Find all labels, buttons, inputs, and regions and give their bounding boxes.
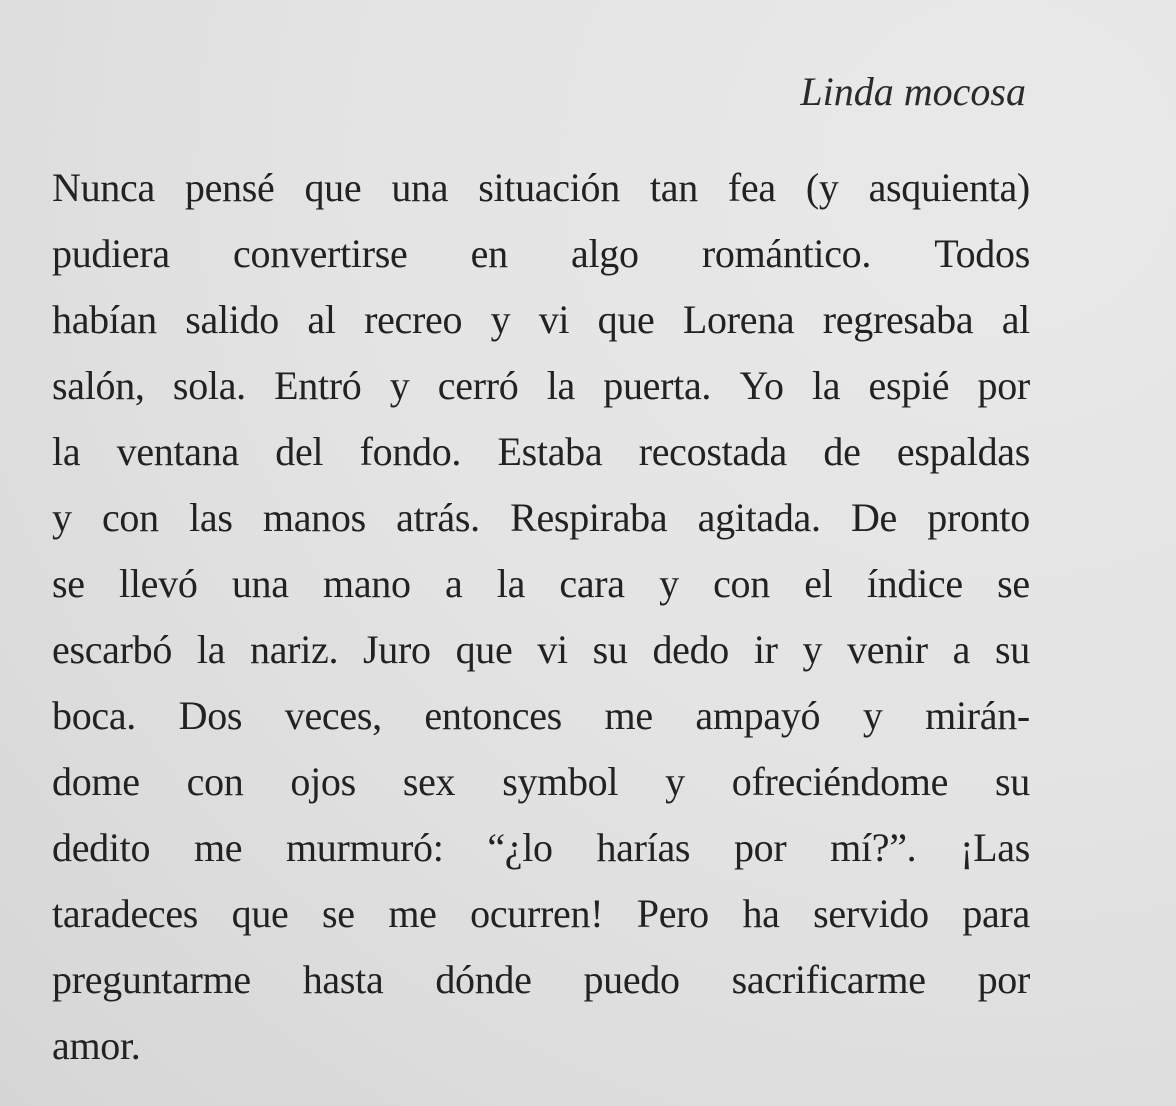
text-line: Nunca pensé que una situación tan fea (y asquienta)	[52, 165, 1030, 210]
text-line: la ventana del fondo. Estaba recostada de espaldas	[52, 429, 1030, 474]
body-paragraph	[52, 155, 1030, 1079]
text-line: pudiera convertirse en algo romántico. Todos	[52, 231, 1030, 276]
text-line: escarbó la nariz. Juro que vi su dedo ir y venir a su	[52, 627, 1030, 672]
text-line: y con las manos atrás. Respiraba agitada. De pronto	[52, 495, 1030, 540]
text-line: salón, sola. Entró y cerró la puerta. Yo la espié por	[52, 363, 1030, 408]
text-line: se llevó una mano a la cara y con el índice se	[52, 561, 1030, 606]
text-line: dome con ojos sex symbol y ofreciéndome su	[52, 759, 1030, 804]
text-line: habían salido al recreo y vi que Lorena regresaba al	[52, 297, 1030, 342]
text-line: preguntarme hasta dónde puedo sacrificarme por	[52, 957, 1030, 1002]
text-line: taradeces que se me ocurren! Pero ha servido para	[52, 891, 1030, 936]
text-line: boca. Dos veces, entonces me ampayó y mirán-	[52, 693, 1030, 738]
text-line: amor.	[52, 1023, 141, 1068]
text-line: dedito me murmuró: “¿lo harías por mí?”. ¡Las	[52, 825, 1030, 870]
page-header-title: Linda mocosa	[800, 69, 1026, 114]
